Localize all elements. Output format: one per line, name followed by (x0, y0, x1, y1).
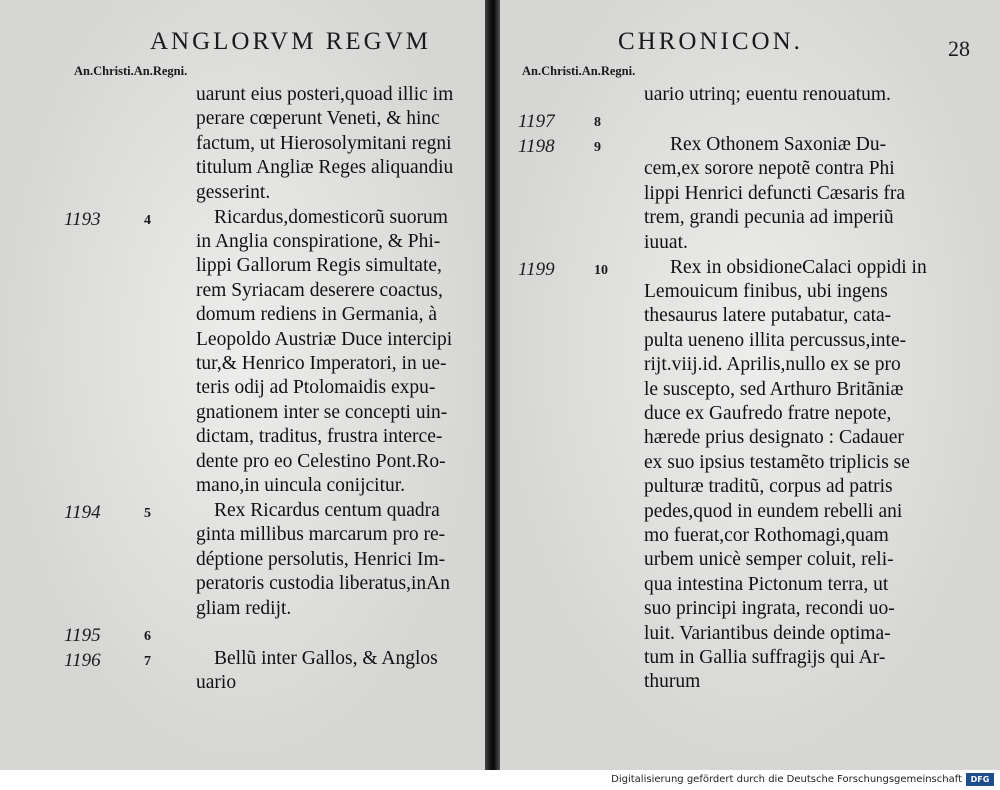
left-column-label: An.Christi.An.Regni. (74, 64, 188, 78)
text-line: hærede prius designato : Cadauer (644, 427, 904, 449)
text-line: déptione persolutis, Henrici Im- (196, 548, 446, 570)
text-line: Rex Othonem Saxoniæ Du- (670, 134, 887, 155)
text-line: pedes,quod in eundem rebelli ani (644, 500, 903, 522)
text-line: qua intestina Pictonum terra, ut (644, 573, 889, 595)
text-line: ex suo ipsius testamẽto triplicis se (644, 451, 910, 473)
text-line: tum in Gallia suffragijs qui Ar- (644, 647, 886, 668)
regnum-marker: 4 (144, 212, 151, 228)
text-line: in Anglia conspiratione, & Phi- (196, 231, 441, 252)
text-line: urbem unicè semper coluit, reli- (644, 549, 894, 571)
year-marker: 1196 (64, 649, 101, 671)
text-line: gliam redijt. (196, 597, 292, 619)
right-running-head: CHRONICON. (618, 28, 803, 55)
text-line: factum, ut Hierosolymitani regni (196, 132, 452, 154)
footer-credit: Digitalisierung gefördert durch die Deutsche Forschungsgemeinschaft (611, 774, 962, 785)
text-line: rem Syriacam deserere coactus, (196, 279, 443, 301)
page-number: 28 (948, 36, 970, 61)
text-line: Bellũ inter Gallos, & Anglos (214, 647, 438, 669)
text-line: tur,& Henrico Imperatori, in ue- (196, 353, 447, 374)
text-line: Lemouicum finibus, ubi ingens (644, 281, 888, 302)
year-marker: 1198 (518, 136, 555, 157)
text-line: ginta millibus marcarum pro re- (196, 524, 446, 546)
text-line: dente pro eo Celestino Pont.Ro- (196, 450, 446, 472)
text-line: lippi Henrici defuncti Cæsaris fra (644, 182, 906, 204)
text-line: Rex Ricardus centum quadra (214, 500, 440, 521)
text-line: uario (196, 672, 237, 693)
text-line: gnationem inter se concepti uin- (196, 401, 448, 423)
text-line: mano,in uincula conijcitur. (196, 475, 406, 496)
text-line: titulum Angliæ Reges aliquandiu (196, 157, 454, 179)
regnum-marker: 9 (594, 140, 601, 155)
text-line: luit. Variantibus deinde optima- (644, 622, 891, 644)
text-line: mo fuerat,cor Rothomagi,quam (644, 525, 889, 546)
dfg-logo-icon: DFG (966, 773, 994, 786)
year-marker: 1194 (64, 502, 101, 523)
text-line: peratoris custodia liberatus,inAn (196, 573, 450, 595)
text-line: perare cœperunt Veneti, & hinc (196, 108, 440, 130)
text-line: duce ex Gaufredo fratre nepote, (644, 403, 892, 424)
text-line: pulta ueneno illita percussus,inte- (644, 329, 907, 351)
text-line: rijt.viij.id. Aprilis,nullo ex se pro (644, 354, 901, 376)
text-line: suo principi ingrata, recondi uo- (644, 598, 895, 620)
regnum-marker: 10 (594, 262, 608, 278)
left-running-head: ANGLORVM REGVM (150, 28, 431, 55)
text-line: lippi Gallorum Regis simultate, (196, 255, 442, 277)
text-line: Ricardus,domesticorũ suorum (214, 206, 448, 228)
book-gutter (485, 0, 500, 770)
text-line: dictam, traditus, frustra interce- (196, 426, 443, 448)
text-line: uarunt eius posteri,quoad illic im (196, 84, 454, 105)
text-line: domum rediens in Germania, à (196, 304, 437, 326)
right-column-label: An.Christi.An.Regni. (522, 64, 636, 78)
regnum-marker: 6 (144, 628, 151, 644)
text-line: iuuat. (644, 231, 688, 253)
text-line: gesserint. (196, 181, 271, 203)
text-line: thurum (644, 671, 701, 693)
text-line: teris odij ad Ptolomaidis expu- (196, 377, 436, 399)
footer-bar (0, 770, 1000, 790)
text-line: thesaurus latere putabatur, cata- (644, 305, 892, 327)
text-line: Rex in obsidioneCalaci oppidi in (670, 256, 927, 278)
text-line: trem, grandi pecunia ad imperiũ (644, 207, 894, 229)
right-page (500, 0, 1000, 770)
text-line: uario utrinq; euentu renouatum. (644, 84, 891, 105)
year-marker: 1195 (64, 624, 101, 646)
text-line: Leopoldo Austriæ Duce intercipi (196, 328, 453, 350)
left-page (0, 0, 485, 770)
text-line: cem,ex sorore nepotẽ contra Phi (644, 158, 895, 180)
year-marker: 1193 (64, 208, 101, 230)
text-line: le suscepto, sed Arthuro Britãniæ (644, 378, 904, 400)
regnum-marker: 5 (144, 506, 151, 521)
regnum-marker: 7 (144, 653, 151, 669)
year-marker: 1197 (518, 111, 555, 132)
regnum-marker: 8 (594, 115, 601, 130)
text-line: pulturæ traditũ, corpus ad patris (644, 476, 893, 498)
year-marker: 1199 (518, 258, 555, 280)
